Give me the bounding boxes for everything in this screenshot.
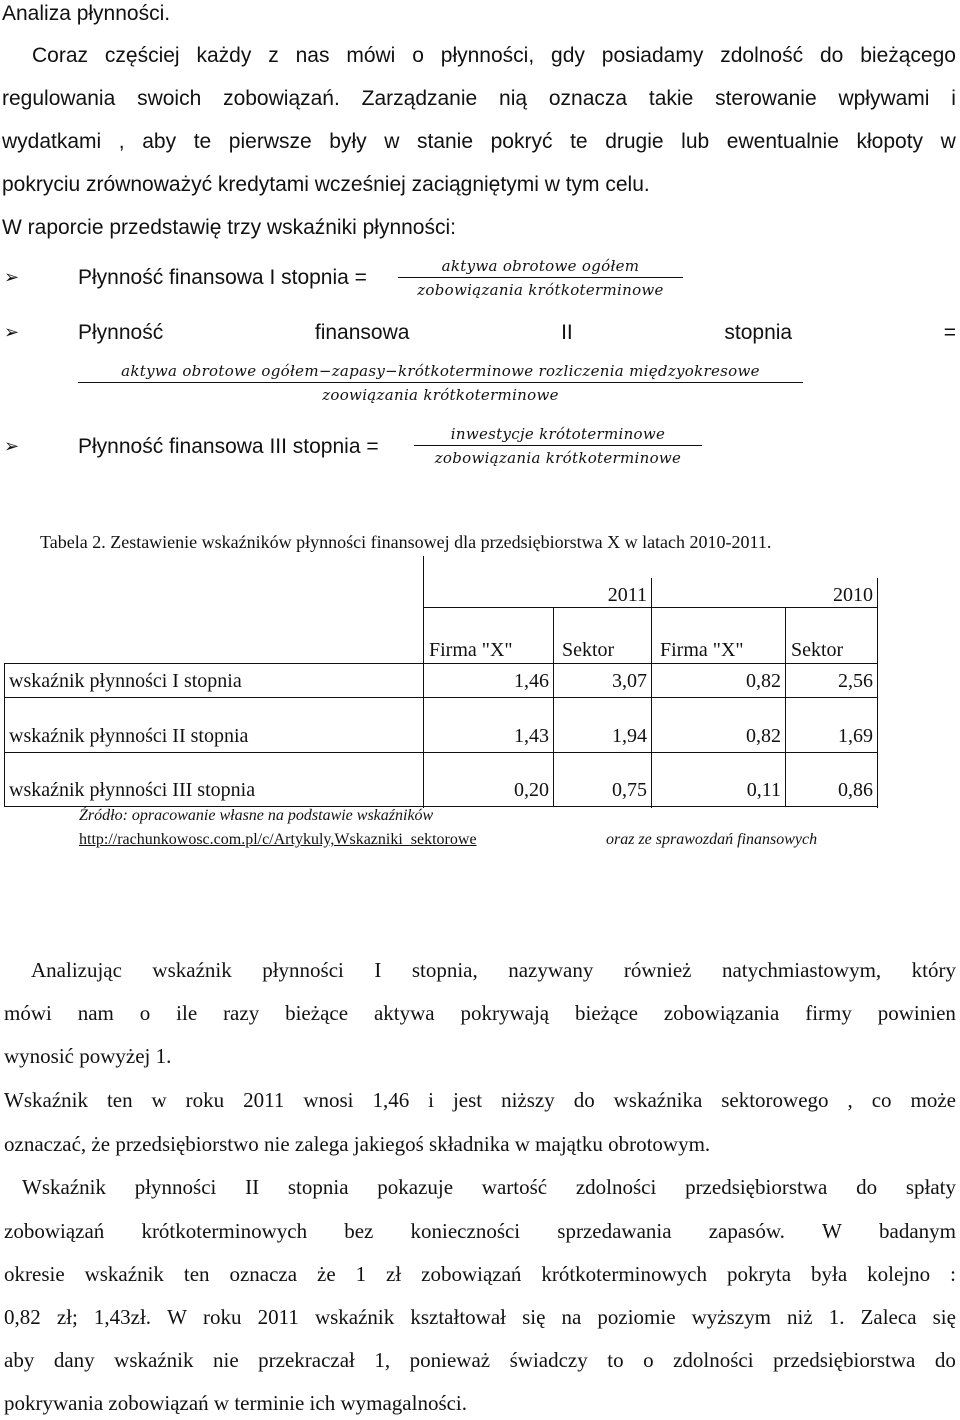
word: może	[910, 1088, 956, 1112]
word: płynności,	[440, 44, 535, 67]
word: dany	[53, 1348, 95, 1372]
word: 1,	[374, 1348, 391, 1372]
word: zł	[386, 1262, 402, 1286]
word: razy	[223, 1001, 260, 1025]
table-cell: 2,56	[838, 670, 873, 692]
word: w	[151, 1088, 167, 1112]
word: zapasów.	[708, 1219, 785, 1243]
word: co	[871, 1088, 892, 1112]
word: bieżącego	[860, 44, 956, 67]
word: ten	[183, 1262, 210, 1286]
word: konieczności	[410, 1219, 521, 1243]
word: również	[623, 958, 692, 982]
word: ten	[106, 1088, 133, 1112]
word: finansowa	[314, 321, 410, 344]
table-row-divider	[4, 697, 878, 698]
word: i	[951, 87, 956, 110]
formula-1-fraction	[398, 255, 683, 300]
word: 1,43zł.	[93, 1305, 152, 1329]
intro-line-2	[2, 87, 956, 111]
table-column-divider	[785, 607, 786, 807]
word: zdolności	[575, 1175, 657, 1199]
table-cell: 1,43	[514, 725, 549, 747]
word: 1	[355, 1262, 367, 1286]
word: zdolności	[673, 1348, 754, 1372]
word: płynności	[134, 1175, 217, 1199]
bullet-arrow-icon: ➢	[4, 322, 20, 343]
analysis-p1-line-1	[31, 958, 956, 983]
word: krótkoterminowych	[541, 1262, 707, 1286]
word: wskaźnik	[84, 1262, 164, 1286]
word: II	[245, 1175, 260, 1199]
word: który	[911, 958, 956, 982]
word: wskaźnika	[613, 1088, 703, 1112]
table-cell: 1,94	[612, 725, 647, 747]
formula-2-numerator: aktywa obrotowe ogółem−zapasy−krótkoterminowe rozliczenia międzyokresowe	[121, 362, 760, 380]
word: częściej	[104, 44, 180, 67]
word: Wskaźnik	[22, 1175, 106, 1199]
word: to	[607, 1348, 624, 1372]
table-row-divider	[4, 752, 878, 753]
analysis-p2-line-2: oznaczać, że przedsiębiorstwo nie zalega jakiegoś składnika w majątku obrotowym.	[4, 1132, 711, 1156]
word: pokrywają	[460, 1001, 550, 1025]
word: takie	[648, 87, 694, 110]
formula-1-label: Płynność finansowa I stopnia =	[78, 266, 367, 289]
table-subheader-divider	[4, 663, 878, 664]
word: sprzedawania	[557, 1219, 672, 1243]
intro-line-4: pokryciu zrównoważyć kredytami wcześniej zaciągniętymi w tym celu.	[2, 173, 650, 196]
word: I	[374, 958, 382, 982]
intro-line-5: W raporcie przedstawię trzy wskaźniki płynności:	[2, 216, 456, 239]
analysis-p3-line-4	[4, 1305, 956, 1330]
word: do	[856, 1175, 878, 1199]
word: ,	[847, 1088, 853, 1112]
word: II	[561, 321, 573, 344]
word: przekraczał	[258, 1348, 355, 1372]
word: ,	[118, 130, 125, 153]
word: okresie	[4, 1262, 65, 1286]
table-row-label: wskaźnik płynności I stopnia	[9, 670, 242, 692]
word: w	[384, 130, 400, 153]
section-heading: Analiza płynności.	[2, 2, 171, 25]
word: aby	[4, 1348, 35, 1372]
table-caption: Tabela 2. Zestawienie wskaźników płynności finansowej dla przedsiębiorstwa X w latach 2010-2011.	[40, 532, 772, 552]
word: ewentualnie	[726, 130, 839, 153]
word: wartość	[481, 1175, 548, 1199]
word: pierwsze	[228, 130, 312, 153]
analysis-p3-line-3	[4, 1262, 956, 1287]
analysis-p3-line-2	[4, 1219, 956, 1244]
word: stanie	[416, 130, 474, 153]
word: kolejno	[867, 1262, 931, 1286]
word: przedsiębiorstwa	[685, 1175, 828, 1199]
word: o	[139, 1001, 151, 1025]
word: powinien	[877, 1001, 956, 1025]
word: w	[940, 130, 956, 153]
table-cell: 0,82	[746, 670, 781, 692]
table-year-2010: 2010	[833, 584, 873, 606]
intro-line-1	[32, 44, 956, 68]
table-column-divider	[651, 578, 652, 808]
word: na	[561, 1305, 582, 1329]
formula-3-fraction	[414, 423, 702, 468]
table-cell: 1,46	[514, 670, 549, 692]
word: oznacza	[229, 1262, 298, 1286]
word: Analizując	[31, 958, 122, 982]
word: każdy	[196, 44, 252, 67]
word: stopnia	[287, 1175, 349, 1199]
word: poziomie	[597, 1305, 676, 1329]
word: zł;	[56, 1305, 78, 1329]
word: 0,82	[4, 1305, 41, 1329]
word: 1,46	[372, 1088, 410, 1112]
word: o	[643, 1348, 654, 1372]
table-cell: 3,07	[612, 670, 647, 692]
formula-2-denominator: zoowiązania krótkoterminowe	[322, 386, 559, 404]
word: do	[934, 1348, 956, 1372]
word: W	[167, 1305, 187, 1329]
word: pokazuje	[377, 1175, 454, 1199]
word: spłaty	[905, 1175, 956, 1199]
word: regulowania	[2, 87, 116, 110]
word: nią	[499, 87, 528, 110]
word: Zaleca	[860, 1305, 917, 1329]
word: natychmiastowym,	[721, 958, 882, 982]
word: o	[412, 44, 424, 67]
word: aktywa	[373, 1001, 435, 1025]
word: W	[822, 1219, 842, 1243]
word: badanym	[879, 1219, 956, 1243]
analysis-p1-line-3: wynosić powyżej 1.	[4, 1044, 172, 1068]
word: firmy	[805, 1001, 852, 1025]
analysis-p3-line-5	[4, 1348, 956, 1373]
analysis-p3-line-1	[22, 1175, 956, 1200]
table-subheader-firma-2010: Firma "X"	[660, 639, 744, 661]
word: pokryć	[490, 130, 553, 153]
word: bieżące	[285, 1001, 349, 1025]
word: bez	[344, 1219, 374, 1243]
word: Wskaźnik	[4, 1088, 88, 1112]
table-source: Źródło: opracowanie własne na podstawie wskaźników	[79, 807, 434, 824]
formula-2-fraction	[78, 360, 803, 405]
word: oznacza	[548, 87, 628, 110]
word: =	[943, 321, 956, 344]
word: zobowiązań	[4, 1219, 105, 1243]
word: nie	[212, 1348, 239, 1372]
word: drugie	[605, 130, 664, 153]
word: gdy	[551, 44, 585, 67]
word: wskaźnik	[152, 958, 232, 982]
analysis-p1-line-2	[4, 1001, 956, 1026]
bullet-arrow-icon: ➢	[4, 267, 20, 288]
table-row-label: wskaźnik płynności II stopnia	[9, 725, 249, 747]
word: mówi	[346, 44, 396, 67]
word: stopnia,	[411, 958, 478, 982]
word: wpływami	[838, 87, 930, 110]
word: Coraz	[32, 44, 89, 67]
word: niż	[787, 1305, 813, 1329]
word: wskaźnik	[314, 1305, 395, 1329]
table-cell: 0,82	[746, 725, 781, 747]
word: sektorowego	[721, 1088, 829, 1112]
word: nas	[295, 44, 330, 67]
word: wydatkami	[2, 130, 102, 153]
word: Płynność	[78, 321, 164, 344]
word: lub	[681, 130, 710, 153]
word: mówi	[4, 1001, 52, 1025]
word: zobowiązań.	[223, 87, 340, 110]
table-border-right	[877, 578, 878, 808]
table-column-divider	[553, 607, 554, 807]
word: roku	[203, 1305, 242, 1329]
word: niższy	[501, 1088, 555, 1112]
word: do	[819, 44, 844, 67]
word: sterowanie	[715, 87, 817, 110]
word: posiadamy	[601, 44, 704, 67]
word: przedsiębiorstwa	[773, 1348, 916, 1372]
table-cell: 0,20	[514, 779, 549, 801]
word: te	[193, 130, 212, 153]
word: nazywany	[508, 958, 594, 982]
word: :	[950, 1262, 956, 1286]
word: aby	[142, 130, 177, 153]
word: nam	[77, 1001, 114, 1025]
word: zobowiązań	[421, 1262, 522, 1286]
formula-1-denominator: zobowiązania krótkoterminowe	[417, 281, 664, 299]
word: ile	[176, 1001, 198, 1025]
table-cell: 0,86	[838, 779, 873, 801]
word: zobowiązania	[663, 1001, 780, 1025]
intro-line-3	[2, 130, 956, 154]
word: jest	[452, 1088, 483, 1112]
table-cell: 1,69	[838, 725, 873, 747]
table-subheader-firma-2011: Firma "X"	[429, 639, 513, 661]
word: swoich	[137, 87, 202, 110]
table-cell: 0,11	[746, 779, 781, 801]
word: Zarządzanie	[361, 87, 478, 110]
word: kształtował	[410, 1305, 506, 1329]
formula-1-numerator: aktywa obrotowe ogółem	[441, 257, 640, 275]
word: z	[268, 44, 279, 67]
bullet-arrow-icon: ➢	[4, 436, 20, 457]
table-subheader-sektor-2010: Sektor	[791, 639, 844, 661]
word: się	[522, 1305, 546, 1329]
formula-3-numerator: inwestycje krótoterminowe	[450, 425, 666, 443]
word: kłopoty	[856, 130, 924, 153]
word: płynności	[262, 958, 344, 982]
analysis-p3-line-6: pokrywania zobowiązań w terminie ich wymagalności.	[4, 1391, 468, 1415]
table-source-suffix: oraz ze sprawozdań finansowych	[606, 831, 818, 848]
word: zdolność	[720, 44, 804, 67]
formula-3-denominator: zobowiązania krótkoterminowe	[434, 449, 682, 467]
word: były	[329, 130, 367, 153]
word: 2011	[243, 1088, 285, 1112]
word: ponieważ	[409, 1348, 491, 1372]
word: pokryta	[726, 1262, 792, 1286]
word: była	[811, 1262, 848, 1286]
table-year-2011: 2011	[607, 584, 647, 606]
source-link[interactable]: http://rachunkowosc.com.pl/c/Artykuly,Wskazniki_sektorowe	[79, 831, 477, 848]
word: 1.	[828, 1305, 845, 1329]
word: że	[317, 1262, 336, 1286]
word: do	[573, 1088, 595, 1112]
word: wyższym	[691, 1305, 771, 1329]
table-subheader-sektor-2011: Sektor	[562, 639, 615, 661]
word: stopnia	[724, 321, 793, 344]
word: roku	[185, 1088, 225, 1112]
formula-3-label: Płynność finansowa III stopnia =	[78, 435, 379, 458]
word: krótkoterminowych	[141, 1219, 308, 1243]
word: wnosi	[303, 1088, 354, 1112]
word: 2011	[257, 1305, 299, 1329]
analysis-p2-line-1	[4, 1088, 956, 1113]
table-cell: 0,75	[612, 779, 647, 801]
word: świadczy	[509, 1348, 588, 1372]
table-row-label: wskaźnik płynności III stopnia	[9, 779, 256, 801]
word: te	[570, 130, 588, 153]
word: i	[428, 1088, 434, 1112]
word: wskaźnik	[114, 1348, 194, 1372]
word: się	[932, 1305, 956, 1329]
formula-2-label	[78, 321, 956, 345]
word: bieżące	[575, 1001, 638, 1025]
table-label-border	[4, 663, 5, 807]
